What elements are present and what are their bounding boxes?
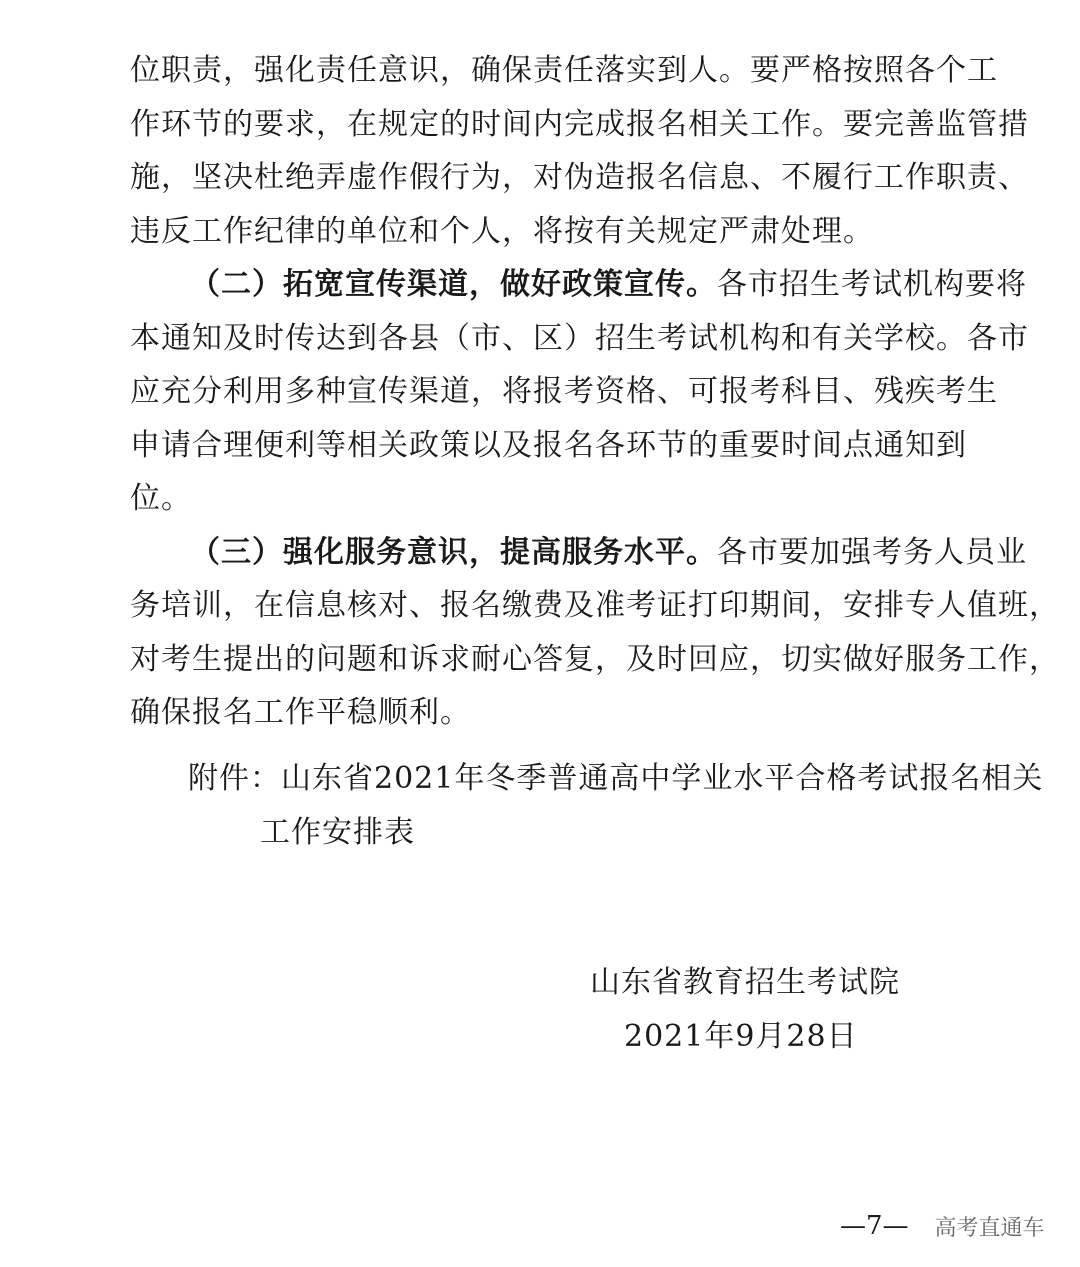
signature-block (590, 958, 900, 1062)
section-2-line-4: 申请合理便利等相关政策以及报名各环节的重要时间点通知到 (130, 427, 967, 463)
page-number: —7— (840, 1211, 909, 1241)
attachment-line-1: 附件：山东省2021年冬季普通高中学业水平合格考试报名相关 (188, 761, 1044, 796)
section-3-first-line (130, 526, 1027, 580)
section-3-line-3: 对考生提出的问题和诉求耐心答复，及时回应，切实做好服务工作， (130, 641, 1060, 677)
section-2-first-rest: 各市招生考试机构要将 (717, 267, 1027, 302)
issuing-organization: 山东省教育招生考试院 (590, 965, 900, 1000)
section-3-first-rest: 各市要加强考务人员业 (717, 534, 1027, 570)
attachment-line-2: 工作安排表 (260, 814, 415, 850)
section-2-line-3: 应充分利用多种宣传渠道，将报考资格、可报考科目、残疾考生 (130, 374, 998, 409)
section-2-first-line (130, 258, 1027, 312)
body-line-2: 作环节的要求，在规定的时间内完成报名相关工作。要完善监管措 (130, 106, 1029, 142)
body-line-4: 违反工作纪律的单位和个人，将按有关规定严肃处理。 (130, 213, 874, 249)
body-line-1: 位职责，强化责任意识，确保责任落实到人。要严格按照各个工 (130, 53, 998, 88)
section-2-line-2: 本通知及时传达到各县（市、区）招生考试机构和有关学校。各市 (130, 320, 1029, 356)
issue-date: 2021年9月28日 (624, 1019, 858, 1054)
section-2-line-5: 位。 (130, 481, 192, 516)
section-3-heading: （三）强化服务意识，提高服务水平。 (190, 534, 717, 570)
watermark-text: 高考直通车 (934, 1215, 1045, 1241)
body-text (130, 44, 1060, 740)
section-2-heading: （二）拓宽宣传渠道，做好政策宣传。 (190, 267, 717, 302)
attachment-note (188, 752, 1044, 859)
body-line-3: 施，坚决杜绝弄虚作假行为，对伪造报名信息、不履行工作职责、 (130, 160, 1029, 195)
page-footer (840, 1206, 1045, 1246)
section-3-line-4: 确保报名工作平稳顺利。 (130, 695, 471, 730)
section-3-line-2: 务培训，在信息核对、报名缴费及准考证打印期间，安排专人值班， (130, 588, 1060, 623)
